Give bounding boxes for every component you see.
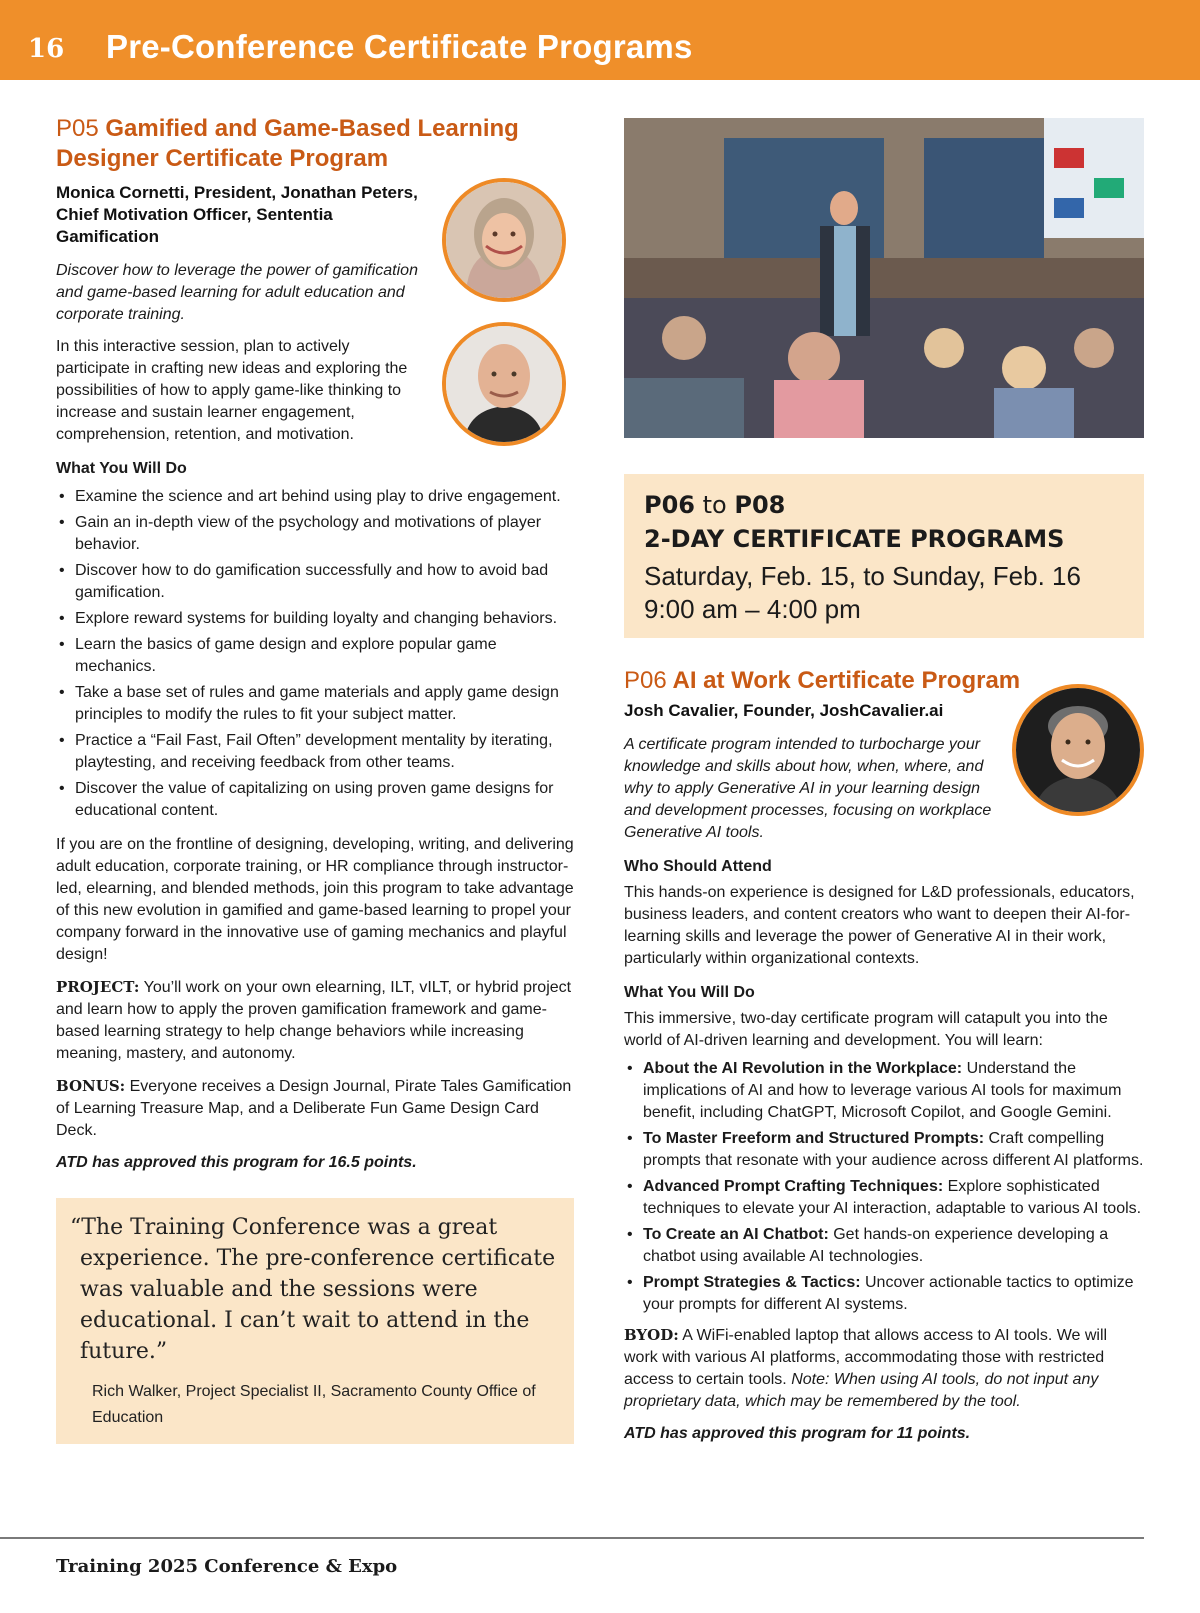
page-title: Pre-Conference Certificate Programs (106, 28, 693, 65)
dates-heading: 2-DAY CERTIFICATE PROGRAMS (644, 525, 1065, 553)
p06-title-text: AI at Work Certificate Program (672, 667, 1021, 694)
p06-bullet-list (624, 1058, 1144, 1316)
speaker-photo-man (442, 322, 566, 446)
p05-body2: If you are on the frontline of designing, developing, writing, and delivering adult education, corporate training, or HR compliance through instructor-led, elearning, and blended methods, join this program to take advantage of this new evolution in gamified and game-based learning to propel your company forward in the innovative use of gaming mechanics and playful design! (56, 836, 574, 963)
page-header (0, 0, 1200, 80)
bullet-text: Craft compelling prompts that resonate with your audience across different AI platforms. (643, 1130, 1144, 1169)
code-start: P06 (644, 491, 695, 519)
bullet-bold: To Create an AI Chatbot: (643, 1226, 829, 1243)
p05-title-text: Gamified and Game-Based Learning Designer Certificate Program (56, 115, 519, 172)
speaker-photo-josh (1012, 684, 1144, 816)
p05-bullet-list (56, 486, 576, 822)
list-item: • Examine the science and art behind using play to drive engagement. (56, 486, 576, 508)
list-item (624, 1176, 1144, 1220)
p06-who-heading: Who Should Attend (624, 858, 772, 875)
list-item: • Discover the value of capitalizing on using proven game designs for educational content. (56, 778, 576, 822)
list-item: • Gain an in-depth view of the psychology and motivations of player behavior. (56, 512, 576, 556)
p05-title (56, 114, 526, 174)
list-item: • Explore reward systems for building loyalty and changing behaviors. (56, 608, 576, 630)
bullet-text: Get hands-on experience developing a chatbot using available AI technologies. (643, 1226, 1109, 1265)
bullet-text: Understand the implications of AI and how to leverage various AI tools for maximum benefit, including ChatGPT, Microsoft Copilot, and Google Gemini. (643, 1060, 1122, 1121)
testimonial-quote (56, 1198, 574, 1444)
p05-what-heading: What You Will Do (56, 460, 187, 477)
footer-text: Training 2025 Conference & Expo (56, 1556, 398, 1577)
p06-what-text: This immersive, two-day certificate program will catapult you into the world of AI-driven learning and development. You will learn: (624, 1010, 1108, 1049)
dates-codes (644, 488, 1124, 522)
code-to: to (695, 491, 735, 519)
list-item (624, 1058, 1144, 1124)
p06-byod (624, 1324, 1144, 1413)
list-item (624, 1272, 1144, 1316)
quote-attribution: Rich Walker, Project Specialist II, Sacramento County Office of Education (92, 1383, 536, 1426)
page-number: 16 (28, 34, 65, 64)
list-item (624, 1224, 1144, 1268)
p05-project (56, 976, 576, 1065)
bonus-label: BONUS: (56, 1077, 126, 1095)
p05-approved: ATD has approved this program for 16.5 points. (56, 1154, 417, 1171)
project-text: You’ll work on your own elearning, ILT, vILT, or hybrid project and learn how to apply the proven gamification framework and game-based learning strategy to help change behaviors while increasing meaning, mastery, and autonomy. (56, 979, 572, 1062)
bullet-text: Uncover actionable tactics to optimize your prompts for different AI systems. (643, 1274, 1134, 1313)
conference-photo (624, 118, 1144, 438)
bullet-bold: Prompt Strategies & Tactics: (643, 1274, 861, 1291)
quote-text: “The Training Conference was a great experience. The pre-conference certificate was valuable and the sessions were educational. I can’t wait to attend in the future.” (70, 1215, 556, 1364)
byod-note: Note: When using AI tools, do not input any proprietary data, which may be remembered by the tool. (624, 1371, 1099, 1410)
bullet-bold: Advanced Prompt Crafting Techniques: (643, 1178, 944, 1195)
p05-intro: Discover how to leverage the power of gamification and game-based learning for adult education and corporate training. (56, 262, 418, 323)
p05-bonus (56, 1075, 576, 1142)
p06-p08-dates-box (624, 474, 1144, 638)
dates-days: Saturday, Feb. 15, to Sunday, Feb. 16 (644, 561, 1081, 591)
byod-text: A WiFi-enabled laptop that allows access to AI tools. We will work with various AI platforms, accommodating those with restricted access to certain tools. (624, 1327, 1108, 1388)
byod-label: BYOD: (624, 1326, 679, 1344)
bullet-bold: About the AI Revolution in the Workplace: (643, 1060, 963, 1077)
list-item: • Learn the basics of game design and explore popular game mechanics. (56, 634, 576, 678)
footer-divider (0, 1537, 1144, 1539)
list-item: • Discover how to do gamification successfully and how to avoid bad gamification. (56, 560, 576, 604)
p05-speakers: Monica Cornetti, President, Jonathan Peters, Chief Motivation Officer, Sententia Gamification (56, 183, 418, 246)
list-item (624, 1128, 1144, 1172)
bonus-text: Everyone receives a Design Journal, Pirate Tales Gamification of Learning Treasure Map, and a Deliberate Fun Game Design Card Deck. (56, 1078, 572, 1139)
p06-speaker: Josh Cavalier, Founder, JoshCavalier.ai (624, 701, 944, 720)
code-end: P08 (734, 491, 786, 519)
p06-who-text: This hands-on experience is designed for L&D professionals, educators, business leaders, and content creators who want to deepen their AI-for-learning skills and leverage the power of Generative AI in their work, particularly within organizational contexts. (624, 884, 1135, 967)
p05-code: P05 (56, 115, 99, 142)
list-item: • Practice a “Fail Fast, Fail Often” development mentality by iterating, playtesting, and receiving feedback from other teams. (56, 730, 576, 774)
list-item: • Take a base set of rules and game materials and apply game design principles to modify the rules to fit your subject matter. (56, 682, 576, 726)
dates-time: 9:00 am – 4:00 pm (644, 594, 861, 624)
p06-what-heading: What You Will Do (624, 984, 755, 1001)
bullet-bold: To Master Freeform and Structured Prompts: (643, 1130, 985, 1147)
p05-body1: In this interactive session, plan to actively participate in crafting new ideas and exploring the possibilities of how to apply game-like thinking to increase and sustain learner engagement, comprehension, retention, and motivation. (56, 338, 408, 443)
p06-intro: A certificate program intended to turbocharge your knowledge and skills about how, when, where, and why to apply Generative AI in your learning design and development processes, focusing on workplace Generative AI tools. (624, 736, 992, 841)
speaker-photo-woman (442, 178, 566, 302)
p06-code: P06 (624, 667, 667, 694)
bullet-text: Explore sophisticated techniques to elevate your AI interaction, adaptable to various AI tools. (643, 1178, 1142, 1217)
p06-approved: ATD has approved this program for 11 points. (624, 1425, 971, 1442)
project-label: PROJECT: (56, 978, 140, 996)
